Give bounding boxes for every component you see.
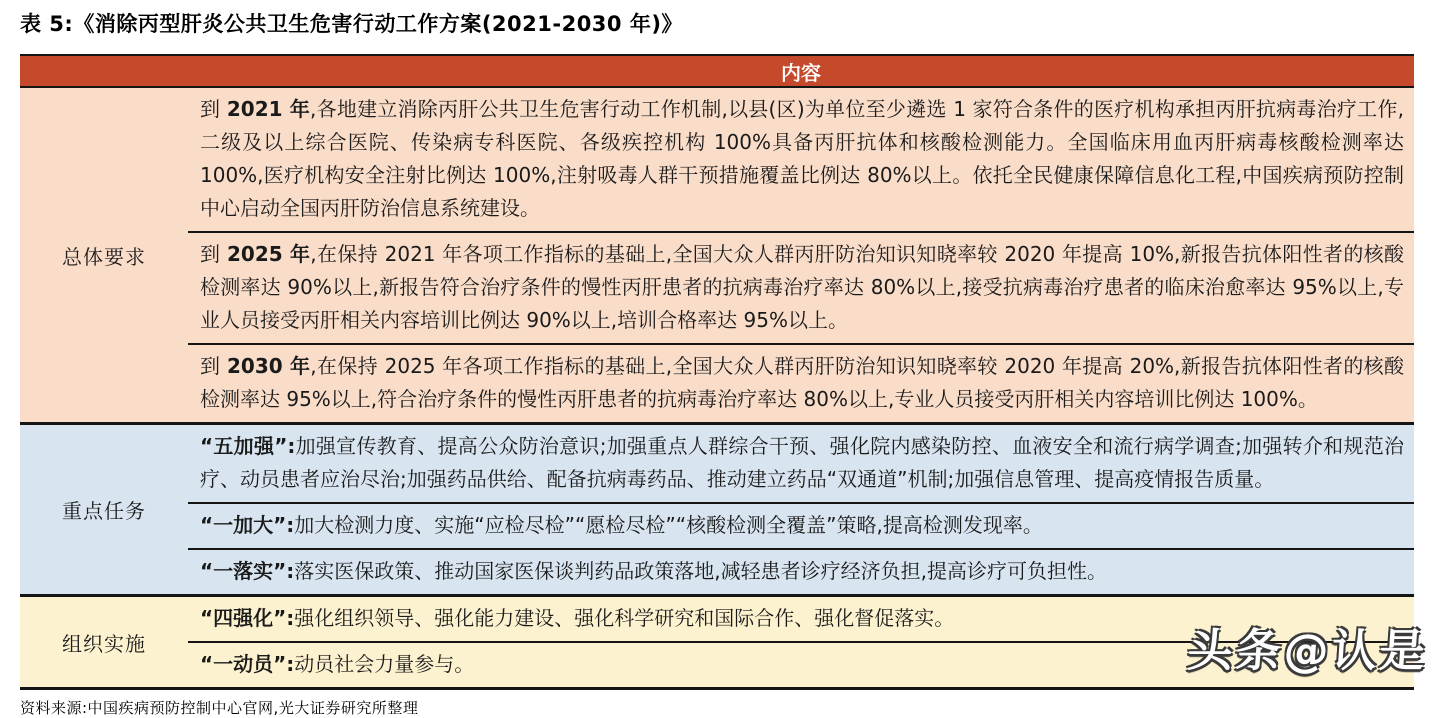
- table-header-row: [20, 56, 1414, 86]
- row-text: 加大检测力度、实施“应检尽检”“愿检尽检”“核酸检测全覆盖”策略,提高检测发现率。: [294, 513, 1043, 537]
- table-section-1: [20, 86, 1414, 422]
- header-content-label: 内容: [781, 60, 821, 85]
- table-title: 表 5:《消除丙型肝炎公共卫生危害行动工作方案(2021-2030 年)》: [20, 12, 683, 36]
- row-lead-bold: 2025 年: [227, 242, 311, 266]
- row-lead-bold: “一加大”:: [200, 513, 295, 537]
- section-rows: [188, 88, 1414, 422]
- table-sections: [20, 86, 1414, 687]
- row-lead-bold: 2030 年: [227, 354, 311, 378]
- row-text: 动员社会力量参与。: [294, 652, 475, 676]
- row-text: ,在保持 2021 年各项工作指标的基础上,全国大众人群丙肝防治知识知晓率较 2020 年提高 10%,新报告抗体阳性者的核酸检测率达 90%以上,新报告符合治疗条件的慢性丙肝患者的抗病毒治疗率达 80%以上,接受抗病毒治疗患者的临床治愈率达 95%以上,专业人员接受丙肝相关内容培训比例达 90%以上,培训合格率达 95%以上。: [200, 242, 1404, 332]
- watermark-text: 头条@认是: [1185, 624, 1430, 677]
- section-rows: [188, 425, 1414, 594]
- policy-table: [20, 54, 1414, 690]
- section-label: 组织实施: [62, 631, 146, 656]
- content-row: [188, 231, 1414, 343]
- row-lead-bold: 2021 年: [226, 97, 310, 121]
- row-text: 到: [200, 97, 227, 121]
- row-text: 到: [200, 242, 228, 266]
- section-label: 总体要求: [62, 244, 146, 269]
- row-lead-bold: “一落实”:: [200, 559, 295, 583]
- section-label: 重点任务: [62, 499, 146, 523]
- row-text: 加强宣传教育、提高公众防治意识;加强重点人群综合干预、强化院内感染防控、血液安全和流行病学调查;加强转介和规范治疗、动员患者应治尽治;加强药品供给、配备抗病毒药品、推动建立药品“双通道”机制;加强信息管理、提高疫情报告质量。: [200, 434, 1404, 491]
- row-text: 到: [200, 354, 228, 378]
- content-row: [188, 343, 1414, 422]
- content-row: [188, 548, 1414, 594]
- row-lead-bold: “四强化”:: [200, 606, 295, 630]
- row-lead-bold: “一动员”:: [200, 652, 295, 676]
- content-row: [188, 502, 1414, 548]
- content-row: [188, 88, 1414, 231]
- source-note: 资料来源:中国疾病预防控制中心官网,光大证券研究所整理: [20, 699, 419, 717]
- row-text: 落实医保政策、推动国家医保谈判药品政策落地,减轻患者诊疗经济负担,提高诊疗可负担性。: [294, 559, 1108, 583]
- row-text: ,在保持 2025 年各项工作指标的基础上,全国大众人群丙肝防治知识知晓率较 2020 年提高 20%,新报告抗体阳性者的核酸检测率达 95%以上,符合治疗条件的慢性丙肝患者的抗病毒治疗率达 80%以上,专业人员接受丙肝相关内容培训比例达 100%。: [200, 354, 1404, 411]
- table-section-2: [20, 422, 1414, 594]
- row-text: 强化组织领导、强化能力建设、强化科学研究和国际合作、强化督促落实。: [294, 606, 955, 630]
- row-lead-bold: “五加强”:: [200, 434, 296, 458]
- row-text: ,各地建立消除丙肝公共卫生危害行动工作机制,以县(区)为单位至少遴选 1 家符合条件的医疗机构承担丙肝抗病毒治疗工作,二级及以上综合医院、传染病专科医院、各级疾控机构 100%具备丙肝抗体和核酸检测能力。全国临床用血丙肝病毒核酸检测率达 100%,医疗机构安全注射比例达 100%,注射吸毒人群干预措施覆盖比例达 80%以上。依托全民健康保障信息化工程,中国疾病预防控制中心启动全国丙肝防治信息系统建设。: [200, 97, 1405, 220]
- content-row: [188, 425, 1414, 502]
